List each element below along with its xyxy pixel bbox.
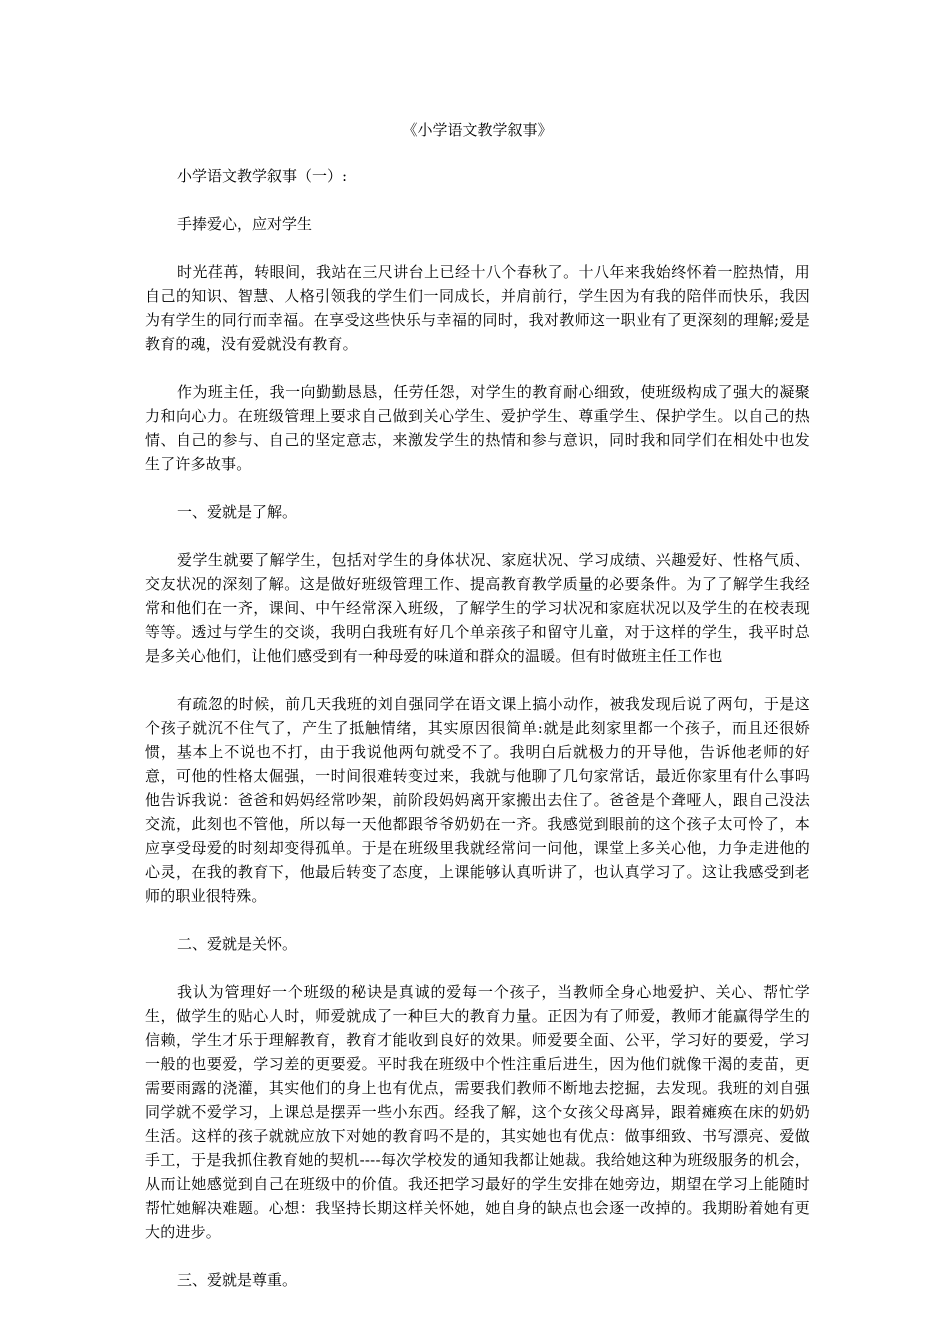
section-heading-2: 二、爱就是关怀。 [177,935,298,953]
document-title: 《小学语文教学叙事》 [402,121,553,139]
paragraph-2: 作为班主任，我一向勤勤恳恳，任劳任怨，对学生的教育耐心细致，使班级构成了强大的凝聚力和向心力。在班级管理上要求自己做到关心学生、爱护学生、尊重学生、保护学生。以自己的热情、自己的参与、自己的坚定意志，来激发学生的热情和参与意识，同时我和同学们在相处中也发生了许多故事。 [145,383,810,473]
section-heading-3: 三、爱就是尊重。 [177,1271,298,1289]
document-subtitle: 小学语文教学叙事（一）: [177,167,348,185]
paragraph-1: 时光荏苒，转眼间，我站在三尺讲台上已经十八个春秋了。十八年来我始终怀着一腔热情，用自己的知识、智慧、人格引领我的学生们一同成长，并肩前行，学生因为有我的陪伴而快乐，我因为有学生的同行而幸福。在享受这些快乐与幸福的同时，我对教师这一职业有了更深刻的理解;爱是教育的魂，没有爱就没有教育。 [145,263,810,353]
main-heading: 手捧爱心，应对学生 [177,215,313,233]
document-body [145,118,810,1316]
section2-paragraph-1: 我认为管理好一个班级的秘诀是真诚的爱每一个孩子，当教师全身心地爱护、关心、帮忙学生，做学生的贴心人时，师爱就成了一种巨大的教育力量。正因为有了师爱，教师才能赢得学生的信赖，学生才乐于理解教育，教育才能收到良好的效果。师爱要全面、公平，学习好的要爱，学习一般的也要爱，学习差的更要爱。平时我在班级中个性注重后进生，因为他们就像干渴的麦苗，更需要雨露的浇灌，其实他们的身上也有优点，需要我们教师不断地去挖掘，去发现。我班的刘自强同学就不爱学习，上课总是摆弄一些小东西。经我了解，这个女孩父母离异，跟着瘫痪在床的奶奶生活。这样的孩子就就应放下对她的教育吗不是的，其实她也有优点：做事细致、书写漂亮、爱做手工，于是我抓住教育她的契机----每次学校发的通知我都让她裁。我给她这种为班级服务的机会，从而让她感觉到自己在班级中的价值。我还把学习最好的学生安排在她旁边，期望在学习上能随时帮忙她解决难题。心想：我坚持长期这样关怀她，她自身的缺点也会逐一改掉的。我期盼着她有更大的进步。 [145,983,810,1241]
section-heading-1: 一、爱就是了解。 [177,503,298,521]
section1-paragraph-2: 有疏忽的时候，前几天我班的刘自强同学在语文课上搞小动作，被我发现后说了两句，于是这个孩子就沉不住气了，产生了抵触情绪，其实原因很简单:就是此刻家里都一个孩子，而且还很娇惯，基本上不说也不打，由于我说他两句就受不了。我明白后就极力的开导他，告诉他老师的好意，可他的性格太倔强，一时间很难转变过来，我就与他聊了几句家常话，最近你家里有什么事吗他告诉我说：爸爸和妈妈经常吵架，前阶段妈妈离开家搬出去住了。爸爸是个聋哑人，跟自己没法交流，此刻也不管他，所以每一天他都跟爷爷奶奶在一齐。我感觉到眼前的这个孩子太可怜了，本应享受母爱的时刻却变得孤单。于是在班级里我就经常问一问他，课堂上多关心他，力争走进他的心灵，在我的教育下，他最后转变了态度，上课能够认真听讲了，也认真学习了。这让我感受到老师的职业很特殊。 [145,695,810,905]
section1-paragraph-1: 爱学生就要了解学生，包括对学生的身体状况、家庭状况、学习成绩、兴趣爱好、性格气质、交友状况的深刻了解。这是做好班级管理工作、提高教育教学质量的必要条件。为了了解学生我经常和他们在一齐，课间、中午经常深入班级，了解学生的学习状况和家庭状况以及学生的在校表现等等。透过与学生的交谈，我明白我班有好几个单亲孩子和留守儿童，对于这样的学生，我平时总是多关心他们，让他们感受到有一种母爱的味道和群众的温暖。但有时做班主任工作也 [145,551,810,665]
